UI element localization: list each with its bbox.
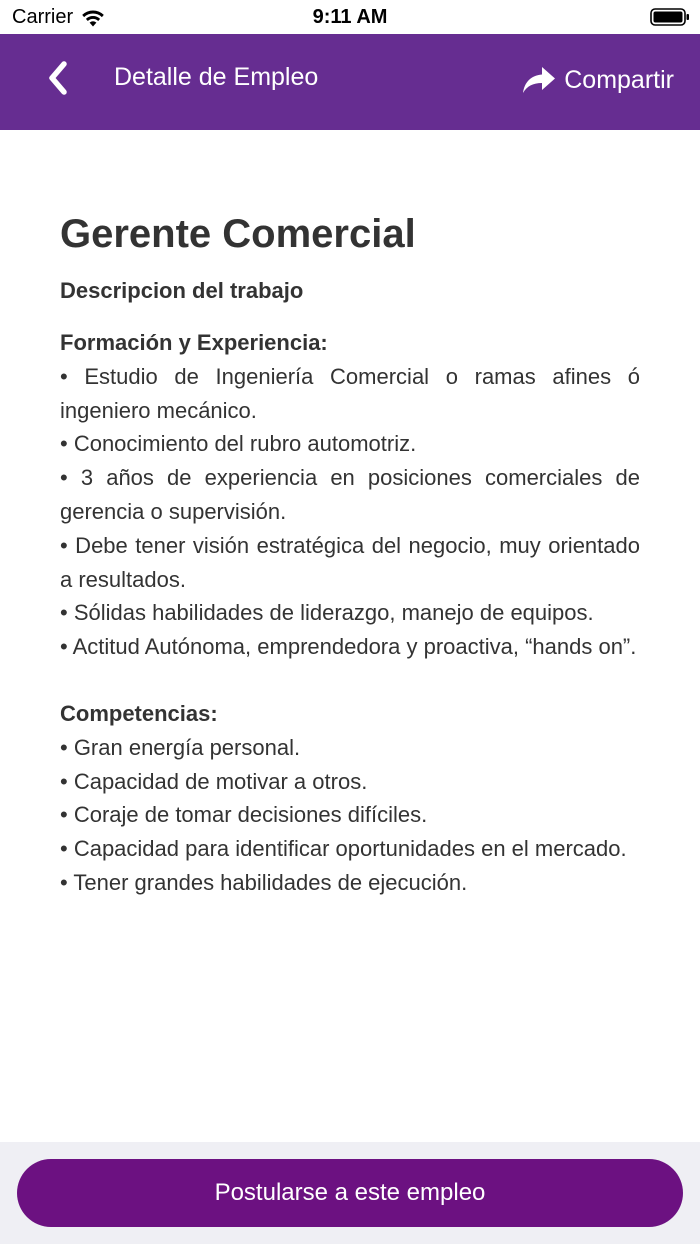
list-item: • Debe tener visión estratégica del negocio, muy orientado a resultados. (60, 532, 640, 592)
page-title: Detalle de Empleo (114, 63, 319, 91)
job-title: Gerente Comercial (60, 212, 416, 256)
list-item: • Capacidad de motivar a otros. (60, 768, 368, 794)
share-button[interactable] (522, 60, 674, 100)
list-item: • Coraje de tomar decisiones difíciles. (60, 802, 428, 828)
skills-heading: Competencias: (60, 700, 218, 726)
list-item: • Actitud Autónoma, emprendedora y proactiva, “hands on”. (60, 634, 637, 660)
description-label: Descripcion del trabajo (60, 278, 304, 303)
training-section (60, 326, 640, 664)
list-item: • Estudio de Ingeniería Comercial o ramas afines ó ingeniero mecánico. (60, 363, 640, 423)
back-button[interactable] (36, 56, 80, 100)
list-item: • Conocimiento del rubro automotriz. (60, 431, 417, 457)
list-item: • Gran energía personal. (60, 734, 301, 760)
apply-button[interactable]: Postularse a este empleo (17, 1159, 683, 1227)
list-item: • Sólidas habilidades de liderazgo, manejo de equipos. (60, 600, 594, 626)
list-item: • 3 años de experiencia en posiciones comerciales de gerencia o supervisión. (60, 465, 640, 524)
chevron-left-icon (45, 61, 71, 95)
share-arrow-icon (522, 66, 556, 94)
job-detail-content (60, 210, 640, 900)
skills-section (60, 697, 640, 900)
bottom-bar (0, 1142, 700, 1244)
list-item: • Capacidad para identificar oportunidades en el mercado. (60, 836, 627, 862)
carrier-label: Carrier (12, 6, 74, 28)
status-bar (0, 0, 700, 34)
training-heading: Formación y Experiencia: (60, 330, 328, 355)
nav-bar (0, 34, 700, 130)
battery-icon (650, 7, 690, 27)
share-label: Compartir (564, 65, 674, 94)
status-time: 9:11 AM (312, 6, 388, 28)
list-item: • Tener grandes habilidades de ejecución. (60, 869, 468, 895)
